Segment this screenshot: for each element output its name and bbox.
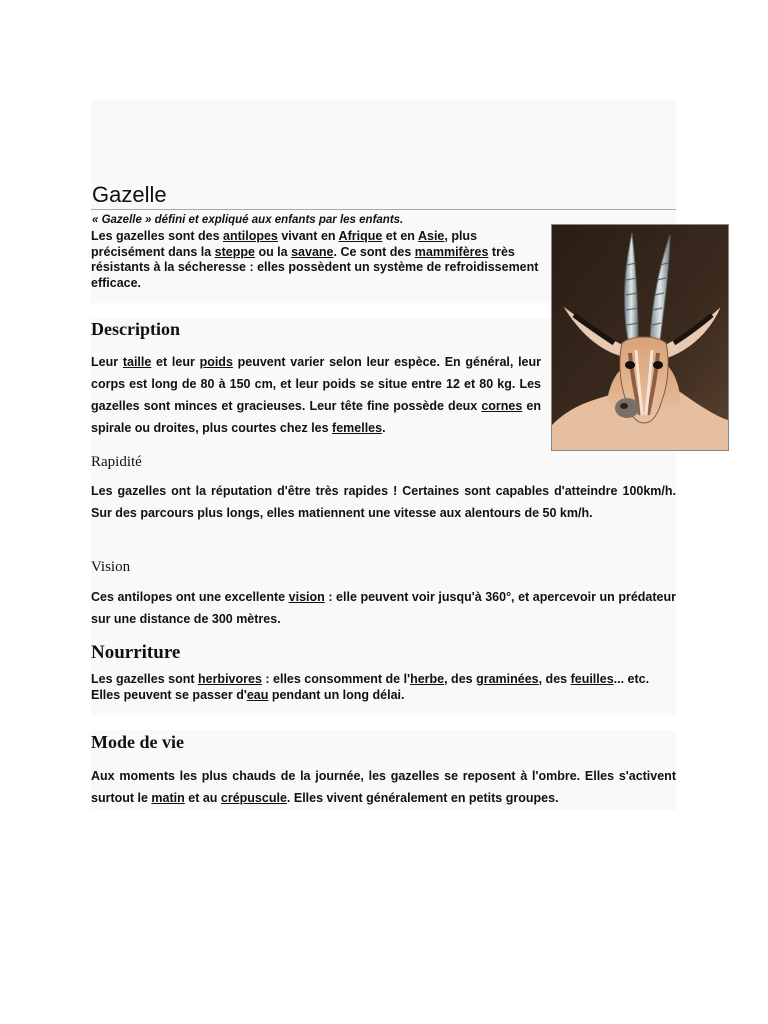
vision-paragraph: Ces antilopes ont une excellente vision : elle peuvent voir jusqu'à 360°, et apercevoir un prédateur sur une distance de 300 mètres. xyxy=(91,590,677,626)
rapidite-paragraph: Les gazelles ont la réputation d'être très rapides ! Certaines sont capables d'atteindre 100km/h. Sur des parcours plus longs, elles matiennent une vitesse aux alentours de 50 km/h. xyxy=(91,484,676,520)
description-paragraph: Leur taille et leur poids peuvent varier selon leur espèce. En général, leur corps est long de 80 à 150 cm, et leur poids se situe entre 12 et 80 kg. Les gazelles sont minces et gracieuses. Leur tête fine possède deux cornes en spirale ou droites, plus courtes chez les femelles. xyxy=(91,355,542,435)
tagline: « Gazelle » défini et expliqué aux enfants par les enfants. xyxy=(92,214,404,226)
heading-mode-de-vie: Mode de vie xyxy=(91,732,184,752)
nourriture-paragraph: Les gazelles sont herbivores : elles consomment de l'herbe, des graminées, des feuilles... etc. Elles peuvent se passer d'eau pendant un long délai. xyxy=(91,672,650,702)
link-crepuscule[interactable]: crépuscule xyxy=(220,791,287,805)
link-taille[interactable]: taille xyxy=(122,355,152,369)
link-eau[interactable]: eau xyxy=(246,688,269,702)
mode-de-vie-paragraph: Aux moments les plus chauds de la journée, les gazelles se reposent à l'ombre. Elles s'activent surtout le matin et au crépuscule. Elles vivent généralement en petits groupes. xyxy=(91,769,676,805)
intro-paragraph: Les gazelles sont des antilopes vivant en Afrique et en Asie, plus précisément dans la steppe ou la savane. Ce sont des mammifères très résistants à la sécheresse : elles possèdent un système de refroidissement efficace. xyxy=(91,229,539,290)
gazelle-photo xyxy=(551,224,729,451)
link-mammiferes[interactable]: mammifères xyxy=(414,244,489,259)
page-title: Gazelle xyxy=(92,182,167,207)
link-cornes[interactable]: cornes xyxy=(481,399,523,413)
link-femelles[interactable]: femelles xyxy=(332,421,383,435)
link-afrique[interactable]: Afrique xyxy=(338,229,383,243)
link-feuilles[interactable]: feuilles xyxy=(570,672,614,686)
link-savane[interactable]: savane xyxy=(291,244,334,259)
link-matin[interactable]: matin xyxy=(151,791,185,805)
heading-nourriture: Nourriture xyxy=(91,642,181,663)
heading-description: Description xyxy=(91,319,180,339)
heading-vision: Vision xyxy=(91,559,131,575)
link-vision[interactable]: vision xyxy=(288,590,325,604)
title-divider xyxy=(91,209,676,210)
link-graminees[interactable]: graminées xyxy=(476,672,539,686)
link-poids[interactable]: poids xyxy=(199,355,233,369)
heading-rapidite: Rapidité xyxy=(91,454,142,470)
link-antilopes[interactable]: antilopes xyxy=(223,229,278,243)
link-steppe[interactable]: steppe xyxy=(214,244,255,259)
link-asie[interactable]: Asie xyxy=(417,229,445,243)
link-herbe[interactable]: herbe xyxy=(410,672,445,686)
link-herbivores[interactable]: herbivores xyxy=(197,672,262,686)
